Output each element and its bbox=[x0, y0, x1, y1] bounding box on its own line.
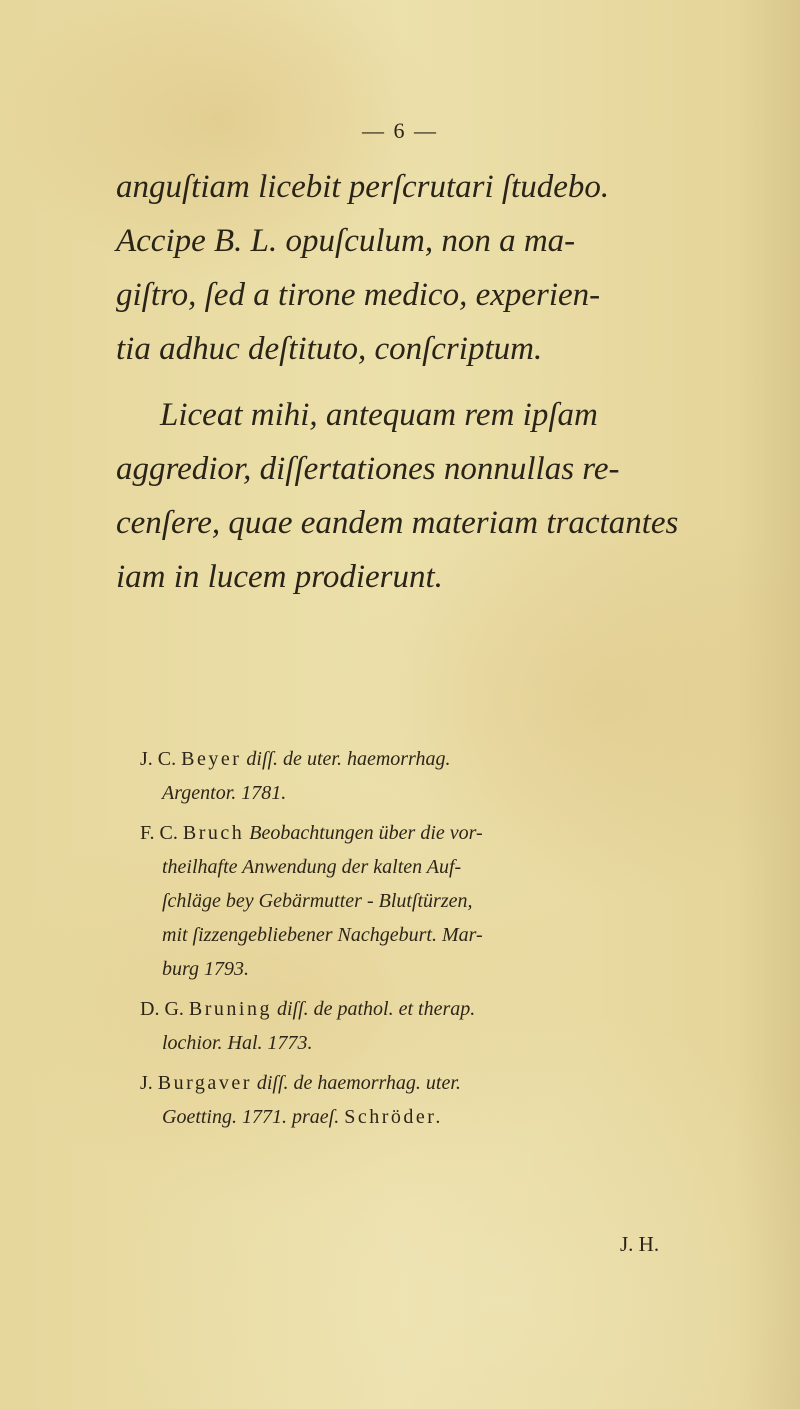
reference-title: diſſ. de haemorrhag. uter. bbox=[256, 1072, 461, 1094]
reference-continuation: mit ſizzengebliebener Nachgeburt. Mar- bbox=[162, 924, 483, 946]
reference-continuation: lochior. Hal. 1773. bbox=[162, 1032, 313, 1054]
text-line: anguſtiam licebit perſcrutari ſtudebo. bbox=[116, 169, 610, 205]
reference-continuation: theilhafte Anwendung der kalten Auf- bbox=[162, 856, 462, 878]
reference-entry bbox=[140, 992, 680, 1060]
reference-continuation: Goetting. 1771. praeſ. bbox=[162, 1106, 340, 1128]
reference-initials: J. C. bbox=[140, 748, 177, 770]
reference-continuation: burg 1793. bbox=[162, 958, 250, 980]
reference-author: Beyer bbox=[181, 748, 242, 770]
text-line: aggredior, diſſertationes nonnullas re- bbox=[116, 451, 620, 487]
reference-continuation: ſchläge bey Gebärmutter - Blutſtürzen, bbox=[162, 890, 473, 912]
reference-list bbox=[140, 742, 680, 1140]
reference-initials: F. C. bbox=[140, 822, 178, 844]
reference-title: diſſ. de uter. haemorrhag. bbox=[246, 748, 451, 770]
reference-initials: D. G. bbox=[140, 998, 184, 1020]
reference-continuation: Argentor. 1781. bbox=[162, 782, 287, 804]
text-line: Accipe B. L. opuſculum, non a ma- bbox=[116, 223, 576, 259]
reference-title: diſſ. de pathol. et therap. bbox=[276, 998, 476, 1020]
reference-author: Burgaver bbox=[157, 1072, 252, 1094]
text-line: iam in lucem prodierunt. bbox=[116, 559, 443, 595]
paragraph-1 bbox=[116, 160, 706, 376]
reference-entry bbox=[140, 816, 680, 986]
text-line: Liceat mihi, antequam rem ipſam bbox=[160, 397, 598, 433]
reference-entry bbox=[140, 1066, 680, 1134]
reference-author: Bruch bbox=[182, 822, 245, 844]
reference-initials: J. bbox=[140, 1072, 153, 1094]
reference-praeses: Schröder. bbox=[344, 1106, 443, 1128]
signature: J. H. bbox=[620, 1232, 660, 1256]
text-line: tia adhuc deſtituto, conſcriptum. bbox=[116, 331, 543, 367]
paragraph-2 bbox=[116, 388, 706, 604]
reference-title: Beobachtungen über die vor- bbox=[249, 822, 483, 844]
reference-author: Bruning bbox=[188, 998, 272, 1020]
reference-entry bbox=[140, 742, 680, 810]
text-line: giſtro, ſed a tirone medico, experien- bbox=[116, 277, 601, 313]
text-line: cenſere, quae eandem materiam tractantes bbox=[116, 505, 679, 541]
page-number: — 6 — bbox=[362, 118, 438, 143]
